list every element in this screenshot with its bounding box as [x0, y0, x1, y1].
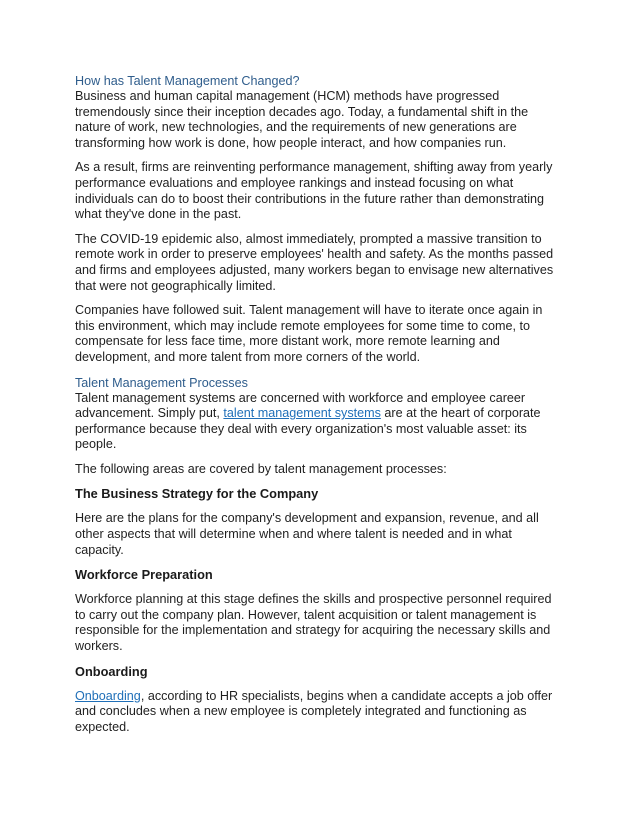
section-heading-talent-management-changed: How has Talent Management Changed? — [75, 74, 300, 88]
paragraph-onboarding-text: , according to HR specialists, begins when a candidate accepts a job offer and concludes when a new employee is completely integrated and functioning as expected. — [75, 688, 553, 734]
paragraph-onboarding — [75, 689, 564, 736]
subheading-business-strategy: The Business Strategy for the Company — [75, 486, 319, 502]
paragraph-covid-remote-work: The COVID-19 epidemic also, almost immediately, prompted a massive transition to remote work in order to preserve employees' health and safety. As the months passed and firms and employees adjusted, many workers began to envisage new alternatives that were not geographically limited. — [75, 231, 554, 293]
paragraph-text-before-link: Talent management systems are concerned with workforce and employee career advancement. Simply put, — [75, 390, 526, 421]
section-heading-talent-management-processes: Talent Management Processes — [75, 375, 248, 390]
paragraph-workforce-preparation: Workforce planning at this stage defines the skills and prospective personnel required to carry out the company plan. However, talent acquisition or talent management is responsible for the implementation and strategy for acquiring the necessary skills and workers. — [75, 592, 552, 654]
paragraph-companies-followed-suit: Companies have followed suit. Talent management will have to iterate once again in this environment, which may include remote employees for some time to come, to compensate for less face time, more distant work, more remote learning and development, and more talent from more corners of the world. — [75, 303, 543, 364]
subheading-onboarding: Onboarding — [75, 663, 148, 679]
paragraph-hcm-methods: Business and human capital management (HCM) methods have progressed tremendously since their inception decades ago. Today, a fundamental shift in the nature of work, new technologies, and the requirements of new generations are transforming how work is done, how people interact, and how companies run. — [75, 89, 529, 150]
onboarding-link[interactable]: Onboarding — [75, 688, 141, 703]
paragraph-talent-management-systems — [75, 391, 564, 453]
paragraph-business-strategy: Here are the plans for the company's development and expansion, revenue, and all other aspects that will determine when and where talent is needed and in what capacity. — [75, 511, 539, 557]
paragraph-text-after-link: are at the heart of corporate performance because they deal with every organization's most valuable asset: its people. — [75, 406, 541, 452]
paragraph-areas-covered: The following areas are covered by talent management processes: — [75, 461, 447, 476]
talent-management-systems-link[interactable]: talent management systems — [223, 406, 381, 421]
subheading-workforce-preparation: Workforce Preparation — [75, 567, 213, 583]
paragraph-performance-management: As a result, firms are reinventing performance management, shifting away from yearly performance evaluations and employee rankings and instead focusing on what individuals can do to boost their contributions in the future rather than demonstrating what they've done in the past. — [75, 160, 553, 222]
